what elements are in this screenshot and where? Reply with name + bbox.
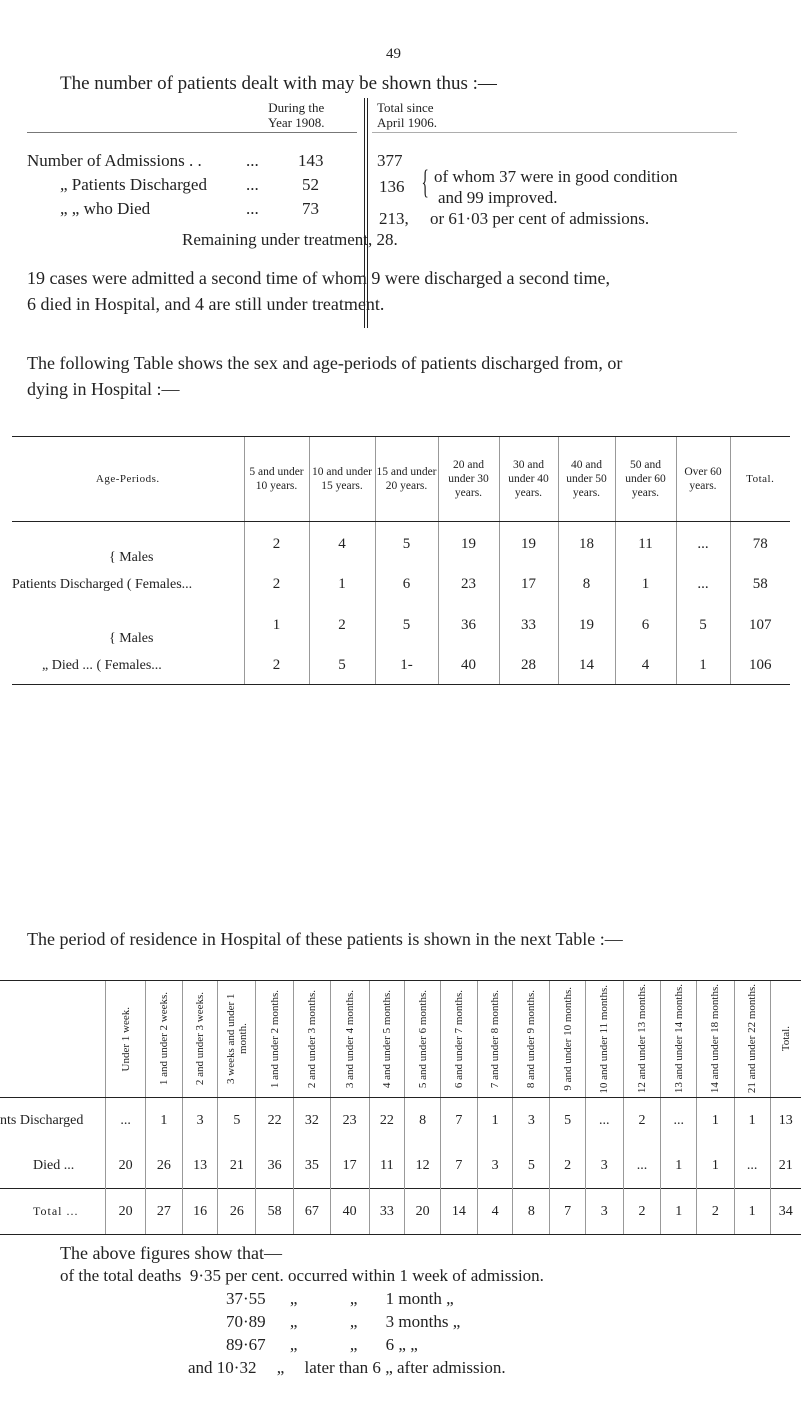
table-cell: ... bbox=[106, 1098, 146, 1144]
table-cell: 2 bbox=[244, 566, 309, 603]
table2-header: 21 and under 22 months. bbox=[734, 981, 770, 1098]
table-cell: 2 bbox=[244, 522, 309, 567]
table-cell: 3 bbox=[182, 1098, 218, 1144]
table-cell: 36 bbox=[256, 1143, 294, 1189]
figure-row: 89·67 „ „ 6 „ „ bbox=[226, 1335, 418, 1354]
table-cell: 33 bbox=[369, 1189, 405, 1235]
table-row bbox=[12, 603, 790, 647]
summary-row-discharged: „ Patients Discharged bbox=[60, 175, 207, 194]
table-cell: 14 bbox=[558, 647, 615, 685]
summary-total-value: 213, bbox=[379, 209, 409, 228]
table-cell: 1 bbox=[244, 603, 309, 647]
table2-header: 1 and under 2 months. bbox=[256, 981, 294, 1098]
table-cell: ... bbox=[585, 1098, 623, 1144]
figure-row: and 10·32 „ later than 6 „ after admission. bbox=[188, 1358, 506, 1377]
table2-header: Under 1 week. bbox=[106, 981, 146, 1098]
summary-dots: ... bbox=[246, 175, 259, 194]
table-cell: 1 bbox=[697, 1143, 735, 1189]
table-cell: 6 bbox=[615, 603, 676, 647]
table-cell: ... bbox=[623, 1143, 661, 1189]
table-cell: 14 bbox=[441, 1189, 478, 1235]
table-cell: 1 bbox=[676, 647, 730, 685]
table1-header: 15 and under 20 years. bbox=[375, 437, 438, 522]
table-cell: 4 bbox=[309, 522, 375, 567]
table-cell: 8 bbox=[405, 1098, 441, 1144]
summary-dots: ... bbox=[246, 151, 259, 170]
table-cell: 3 bbox=[513, 1098, 550, 1144]
table2-corner bbox=[0, 981, 106, 1098]
table2-header: 9 and under 10 months. bbox=[550, 981, 586, 1098]
row-label: { Males bbox=[109, 631, 154, 646]
table-cell: 4 bbox=[615, 647, 676, 685]
table-cell: 16 bbox=[182, 1189, 218, 1235]
table-cell: 5 bbox=[676, 603, 730, 647]
table-cell: 5 bbox=[375, 522, 438, 567]
table-cell: 1- bbox=[375, 647, 438, 685]
age-period-table bbox=[12, 436, 790, 685]
table-cell: 22 bbox=[369, 1098, 405, 1144]
table-row bbox=[12, 522, 790, 567]
table-cell: 5 bbox=[309, 647, 375, 685]
paragraph-table2-intro: The period of residence in Hospital of these patients is shown in the next Table :— bbox=[27, 929, 623, 949]
table2-header: 3 and under 4 months. bbox=[330, 981, 369, 1098]
table-cell: 1 bbox=[734, 1189, 770, 1235]
table-cell: 32 bbox=[294, 1098, 331, 1144]
figure-row: 37·55 „ „ 1 month „ bbox=[226, 1289, 454, 1308]
table-row bbox=[0, 1143, 801, 1189]
table2-header: 12 and under 13 months. bbox=[623, 981, 661, 1098]
table-cell: 3 bbox=[585, 1143, 623, 1189]
table-cell: 13 bbox=[770, 1098, 801, 1144]
table-cell: ... bbox=[676, 522, 730, 567]
table-cell: 34 bbox=[770, 1189, 801, 1235]
table-cell: 17 bbox=[330, 1143, 369, 1189]
summary-total-value: 377 bbox=[377, 151, 403, 170]
summary-percent-note: or 61·03 per cent of admissions. bbox=[430, 209, 650, 228]
table1-header: 30 and under 40 years. bbox=[499, 437, 558, 522]
table-cell: 19 bbox=[499, 522, 558, 567]
table2-header: 5 and under 6 months. bbox=[405, 981, 441, 1098]
table-cell: 2 bbox=[244, 647, 309, 685]
table-cell: ... bbox=[676, 566, 730, 603]
table-cell: 11 bbox=[369, 1143, 405, 1189]
table-cell: 7 bbox=[441, 1098, 478, 1144]
table1-header: Over 60 years. bbox=[676, 437, 730, 522]
summary-total-value: 136 bbox=[379, 177, 405, 196]
table-cell: 58 bbox=[256, 1189, 294, 1235]
summary-year-value: 52 bbox=[302, 175, 319, 194]
table2-header: 8 and under 9 months. bbox=[513, 981, 550, 1098]
summary-row-admissions: Number of Admissions . . bbox=[27, 151, 202, 170]
table-cell: 36 bbox=[438, 603, 499, 647]
table-cell: 20 bbox=[106, 1189, 146, 1235]
table2-header: 1 and under 2 weeks. bbox=[145, 981, 182, 1098]
table-cell: 58 bbox=[730, 566, 790, 603]
summary-year-value: 143 bbox=[298, 151, 324, 170]
table1-corner: Age-Periods. bbox=[12, 437, 244, 522]
table-cell: 26 bbox=[218, 1189, 256, 1235]
table-cell: 7 bbox=[441, 1143, 478, 1189]
row-label: Patients Discharged ( Females... bbox=[12, 576, 193, 592]
table-cell: 19 bbox=[438, 522, 499, 567]
table-cell: 40 bbox=[330, 1189, 369, 1235]
table-cell: 5 bbox=[550, 1098, 586, 1144]
table-cell: 2 bbox=[623, 1098, 661, 1144]
summary-note-line2: and 99 improved. bbox=[438, 188, 558, 207]
table2-header: 4 and under 5 months. bbox=[369, 981, 405, 1098]
summary-remaining: Remaining under treatment, 28. bbox=[182, 230, 398, 249]
table-cell: 5 bbox=[513, 1143, 550, 1189]
table-cell: 67 bbox=[294, 1189, 331, 1235]
summary-col1-header: During the Year 1908. bbox=[268, 100, 325, 130]
brace-icon: { bbox=[421, 164, 429, 201]
row-label: Total ... bbox=[0, 1189, 106, 1235]
table-cell: 7 bbox=[550, 1189, 586, 1235]
table2-header: 10 and under 11 months. bbox=[585, 981, 623, 1098]
table-cell: 23 bbox=[438, 566, 499, 603]
table-row bbox=[12, 566, 790, 603]
table-cell: 1 bbox=[661, 1189, 697, 1235]
intro-text: The number of patients dealt with may be shown thus :— bbox=[60, 73, 497, 94]
table2-header: 3 weeks and under 1 month. bbox=[218, 981, 256, 1098]
table-cell: ... bbox=[734, 1143, 770, 1189]
row-label: { Males bbox=[109, 550, 154, 565]
summary-row-died: „ „ who Died bbox=[60, 199, 151, 218]
summary-note-line1: of whom 37 were in good condition bbox=[434, 167, 678, 186]
table2-header: 2 and under 3 months. bbox=[294, 981, 331, 1098]
table-cell: 1 bbox=[734, 1098, 770, 1144]
table-cell: 1 bbox=[615, 566, 676, 603]
row-label: nts Discharged bbox=[0, 1112, 84, 1128]
table1-header: Total. bbox=[730, 437, 790, 522]
table-cell: 107 bbox=[730, 603, 790, 647]
table-row bbox=[12, 647, 790, 685]
table1-header: 5 and under 10 years. bbox=[244, 437, 309, 522]
table-cell: 11 bbox=[615, 522, 676, 567]
table-cell: 3 bbox=[585, 1189, 623, 1235]
table-cell: 106 bbox=[730, 647, 790, 685]
table-cell: 78 bbox=[730, 522, 790, 567]
table-cell: 20 bbox=[106, 1143, 146, 1189]
summary-col2-header: Total since April 1906. bbox=[377, 100, 437, 130]
table1-header: 40 and under 50 years. bbox=[558, 437, 615, 522]
table-cell: 4 bbox=[477, 1189, 513, 1235]
table-cell: 1 bbox=[697, 1098, 735, 1144]
row-label: Died ... bbox=[33, 1157, 75, 1173]
paragraph-figures-intro: The above figures show that— bbox=[60, 1243, 282, 1263]
table-cell: 20 bbox=[405, 1189, 441, 1235]
figure-row: of the total deaths 9·35 per cent. occurred within 1 week of admission. bbox=[60, 1266, 544, 1285]
table2-header: 7 and under 8 months. bbox=[477, 981, 513, 1098]
table-cell: 23 bbox=[330, 1098, 369, 1144]
table-cell: 1 bbox=[477, 1098, 513, 1144]
table-cell: 26 bbox=[145, 1143, 182, 1189]
table-cell: 12 bbox=[405, 1143, 441, 1189]
table-cell: ... bbox=[661, 1098, 697, 1144]
figure-row: 70·89 „ „ 3 months „ bbox=[226, 1312, 461, 1331]
table1-header: 50 and under 60 years. bbox=[615, 437, 676, 522]
table2-header: 2 and under 3 weeks. bbox=[182, 981, 218, 1098]
page-number: 49 bbox=[386, 46, 401, 62]
table-cell: 2 bbox=[309, 603, 375, 647]
paragraph-readmissions: 19 cases were admitted a second time of whom 9 were discharged a second time, 6 died in Hospital, and 4 are still under treatment. bbox=[27, 268, 610, 314]
table-cell: 2 bbox=[550, 1143, 586, 1189]
table1-header: 20 and under 30 years. bbox=[438, 437, 499, 522]
table-row bbox=[0, 1189, 801, 1235]
table2-header: 14 and under 18 months. bbox=[697, 981, 735, 1098]
paragraph-table1-intro: The following Table shows the sex and age-periods of patients discharged from, or dying in Hospital :— bbox=[27, 353, 623, 399]
table-cell: 5 bbox=[218, 1098, 256, 1144]
summary-year-value: 73 bbox=[302, 199, 319, 218]
table-cell: 1 bbox=[145, 1098, 182, 1144]
table-cell: 2 bbox=[623, 1189, 661, 1235]
table-cell: 1 bbox=[309, 566, 375, 603]
table2-header: 6 and under 7 months. bbox=[441, 981, 478, 1098]
table-cell: 2 bbox=[697, 1189, 735, 1235]
table-cell: 6 bbox=[375, 566, 438, 603]
table-cell: 22 bbox=[256, 1098, 294, 1144]
table-row bbox=[0, 1098, 801, 1144]
table-cell: 13 bbox=[182, 1143, 218, 1189]
summary-dots: ... bbox=[246, 199, 259, 218]
table-cell: 40 bbox=[438, 647, 499, 685]
table1-header: 10 and under 15 years. bbox=[309, 437, 375, 522]
table-cell: 21 bbox=[218, 1143, 256, 1189]
table-cell: 8 bbox=[513, 1189, 550, 1235]
residence-period-table bbox=[0, 980, 801, 1235]
table-cell: 19 bbox=[558, 603, 615, 647]
table-cell: 28 bbox=[499, 647, 558, 685]
table-cell: 1 bbox=[661, 1143, 697, 1189]
table-cell: 8 bbox=[558, 566, 615, 603]
row-label: „ Died ... ( Females... bbox=[12, 647, 244, 685]
table-cell: 33 bbox=[499, 603, 558, 647]
table2-header: Total. bbox=[770, 981, 801, 1098]
table-cell: 21 bbox=[770, 1143, 801, 1189]
table-cell: 35 bbox=[294, 1143, 331, 1189]
table-cell: 27 bbox=[145, 1189, 182, 1235]
table2-header: 13 and under 14 months. bbox=[661, 981, 697, 1098]
table-cell: 5 bbox=[375, 603, 438, 647]
table-cell: 3 bbox=[477, 1143, 513, 1189]
table-cell: 18 bbox=[558, 522, 615, 567]
table-cell: 17 bbox=[499, 566, 558, 603]
